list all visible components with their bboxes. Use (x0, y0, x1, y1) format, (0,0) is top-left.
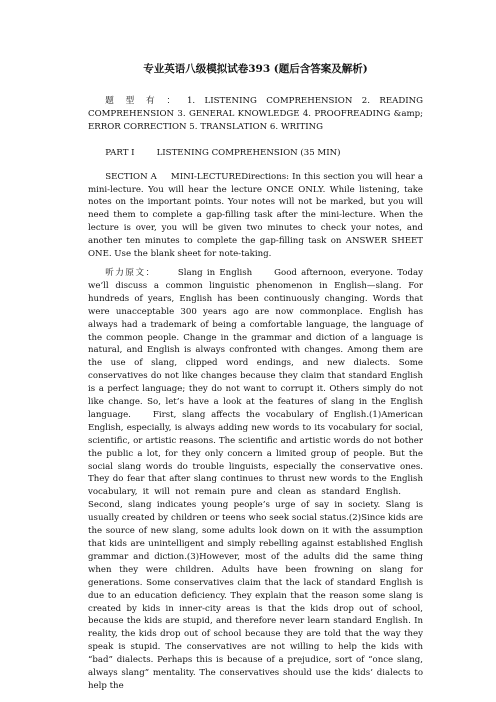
directions-text: Directions: In this section you will hear a mini-lecture. You will hear the lecture ONCE ONLY. While listening, take notes on the important points. Your notes will not be marked, but you will need them to complete a gap-filling task after the mini-lecture. When the lecture is over, you will be given two minutes to check your notes, and another ten minutes to complete the gap-filling task on ANSWER SHEET ONE. Use the blank sheet for note-taking. (88, 171, 424, 260)
part-label: PART I (105, 147, 135, 158)
section-label: SECTION A (105, 171, 157, 182)
transcript-label: 听力原文： (105, 267, 156, 278)
section-directions (88, 171, 423, 261)
question-types-list: 1. LISTENING COMPREHENSION 2. READING COMPREHENSION 3. GENERAL KNOWLEDGE 4. PROOFREADING &amp; ERROR CORRECTION 5. TRANSLATION 6. WRITING (88, 96, 423, 132)
question-types-label: 题型有： (105, 96, 187, 106)
transcript-heading: Slang in English (177, 267, 253, 278)
part-title: LISTENING COMPREHENSION (35 MIN) (156, 147, 341, 158)
section-title: MINI-LECTURE (170, 171, 242, 182)
transcript-paragraph-3: Second, slang indicates young people’s urge of say in society. Slang is usually created by children or teens who seek social status.(2)Since kids are the source of new slang, some adults look down on it with the assumption that kids are unintelligent and simply rebelling against established English grammar and diction.(3)However, most of the adults did the same thing when they were children. Adults have been frowning on slang for generations. Some conservatives claim that the lack of standard English is due to an education deficiency. They explain that the reason some slang is created by kids in inner-city areas is that the kids drop out of school, because the kids are stupid, and therefore never learn standard English. In reality, the kids drop out of school because they are told that the way they speak is stupid. The conservatives are not willing to help the kids with “bad” dialects. Perhaps this is because of a prejudice, sort of “once slang, always slang” mentality. The conservatives should use the kids’ dialects to help the (88, 500, 423, 691)
transcript-paragraph-1: Good afternoon, everyone. Today we’ll discuss a common linguistic phenomenon in English—slang. For hundreds of years, English has been continuously changing. Words that were unacceptable 300 years ago are now commonplace. English has always had a trademark of being a comfortable language, the language of the common people. Change in the grammar and diction of a language is natural, and English is always confronted with changes. Among them are the use of slang, clipped word endings, and new dialects. Some conservatives do not like changes because they claim that standard English is a perfect language; they do not want to corrupt it. Others simply do not like change. So, let’s have a look at the features of slang in the English language. (88, 267, 423, 420)
question-types (88, 95, 423, 134)
transcript-paragraph-2: First, slang affects the vocabulary of English.(1)American English, especially, is always adding new words to its vocabulary for social, scientific, or artistic reasons. The scientific and artistic words do not bother the public a lot, for they only concern a limited group of people. But the social slang words do trouble linguists, especially the conservative ones. They do fear that after slang continues to thrust new words to the English vocabulary, it will not remain pure and clean as standard English. (88, 409, 423, 498)
part-heading (88, 147, 423, 160)
transcript (88, 267, 423, 693)
document-title: 专业英语八级模拟试卷393 (题后含答案及解析) (143, 63, 368, 75)
